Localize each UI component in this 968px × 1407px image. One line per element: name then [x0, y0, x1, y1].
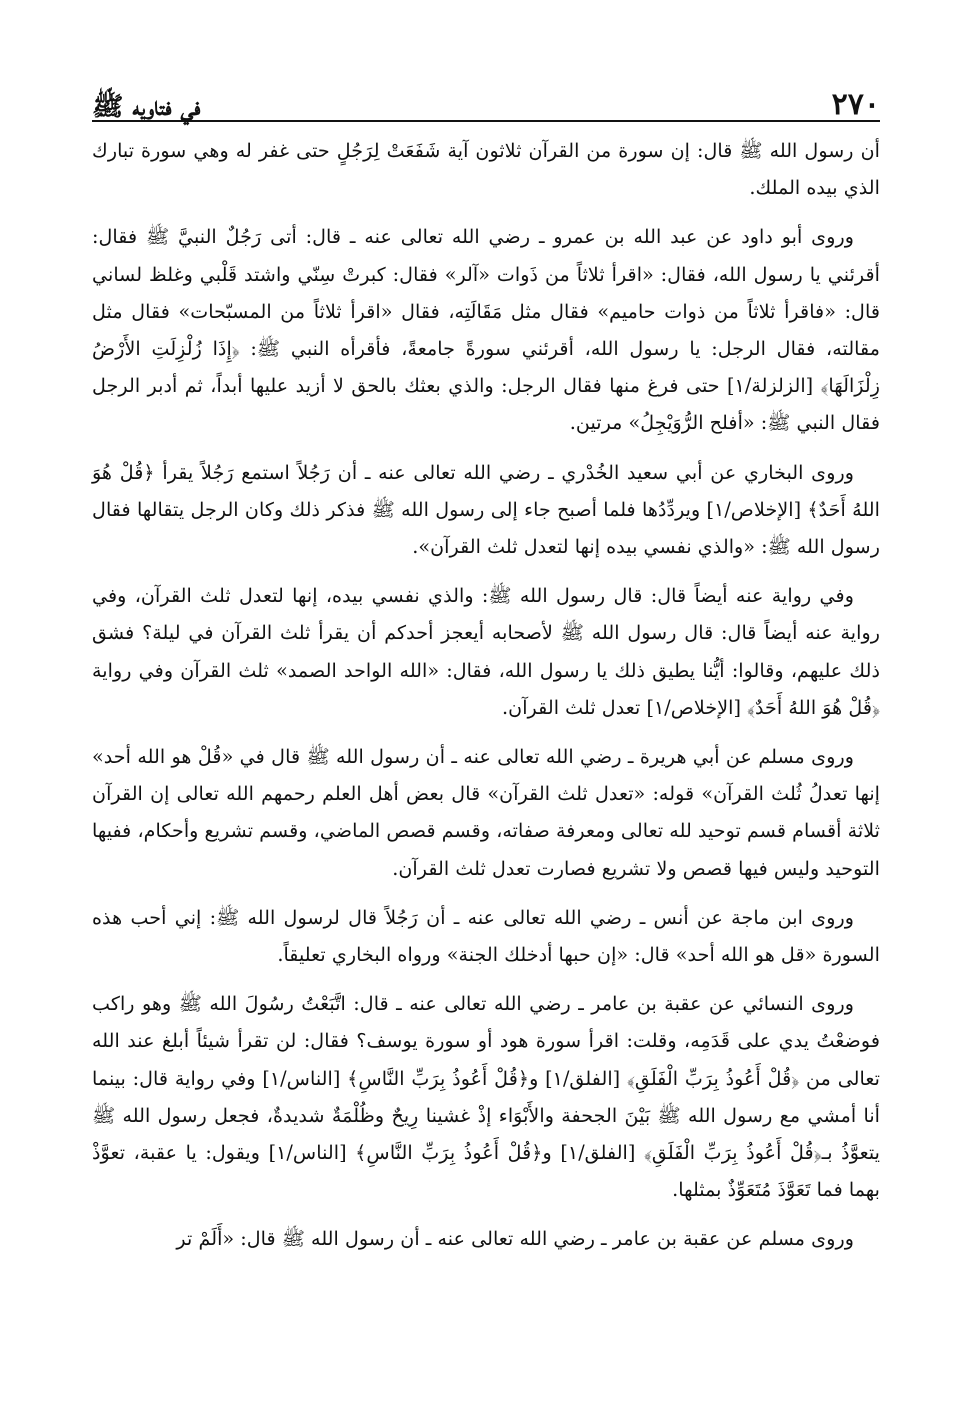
paragraph: وروى النسائي عن عقبة بن عامر ـ رضي الله تعالى عنه ـ قال: اتَّبَعْتُ رسُولَ الله ﷺ وهو راكب فوضعْتُ يدي على قَدَمِه، وقلت: اقرأ سورة هود أو سورة يوسف؟ فقال: لن تقرأ شيئاً أبلغ عند الله تعالى من ﴿قُلْ أَعُوذُ بِرَبِّ الْفَلَقِ﴾ [الفلق/١] و﴿قُلْ أَعُوذُ بِرَبِّ النَّاسِ﴾ [الناس/١] وفي رواية قال: بينما أنا أمشي مع رسول الله ﷺ بَيْنَ الجحفة والأَبْوَاء إذْ غشينا رِيحٌ وظُلْمَةٌ شديدةٌ، فجعل رسول الله ﷺ يتعوَّذُ بـ﴿قُلْ أَعُوذُ بِرَبِّ الْفَلَقِ﴾ [الفلق/١] و﴿قُلْ أَعُوذُ بِرَبِّ النَّاسِ﴾ [الناس/١] ويقول: يا عقبة، تعوَّذْ بهما فما تَعَوَّذَ مُتَعَوِّذٌ بمثلها.	[92, 992, 880, 1202]
paragraph: وفي رواية عنه أيضاً قال: قال رسول الله ﷺ: والذي نفسي بيده، إنها لتعدل ثلث القرآن، وفي رواية عنه أيضاً قال: قال رسول الله ﷺ لأصحابه أيعجز أحدكم أن يقرأ ثلث القرآن في ليلة؟ فشق ذلك عليهم، وقالوا: أيُّنا يطيق ذلك يا رسول الله، فقال: «الله الواحد الصمد» ثلث القرآن وفي رواية ﴿قُلْ هُوَ اللهُ أَحَدٌ﴾ [الإخلاص/١] تعدل ثلث القرآن.	[92, 584, 880, 719]
page-body	[92, 132, 880, 1258]
paragraph: وروى مسلم عن عقبة بن عامر ـ رضي الله تعالى عنه ـ أن رسول الله ﷺ قال: «أَلَمْ تر	[176, 1227, 854, 1251]
paragraph: وروى مسلم عن أبي هريرة ـ رضي الله تعالى عنه ـ أن رسول الله ﷺ قال في «قُلْ هو الله أحد» إنها تعدلُ ثُلث القرآن» قوله: «تعدل ثلث القرآن» قال بعض أهل العلم رحمهم الله تعالى إن القرآن ثلاثة أقسام قسم توحيد لله تعالى ومعرفة صفاته، وقسم قصص الماضي، وقسم تشريع وأحكام، ففيها التوحيد وليس فيها قصص ولا تشريع فصارت تعدل ثلث القرآن.	[92, 745, 880, 880]
paragraph: وروى البخاري عن أبي سعيد الخُدْري ـ رضي الله تعالى عنه ـ أن رَجُلاً استمع رَجُلاً يقرأ ﴿قُلْ هُوَ اللهُ أَحَدٌ﴾ [الإخلاص/١] ويردِّدُها فلما أصبح جاء إلى رسول الله ﷺ فذكر ذلك وكان الرجل يتقالها فقال رسول الله ﷺ: «والذي نفسي بيده إنها لتعدل ثلث القرآن».	[92, 460, 880, 559]
page-header	[92, 68, 880, 122]
running-title: في فتاويه ﷺ	[92, 92, 201, 122]
paragraph: أن رسول الله ﷺ قال: إن سورة من القرآن ثلاثون آية شَفَعَتْ لِرَجُلٍ حتى غفر له وهي سورة تبارك الذي بيده الملك.	[92, 139, 880, 200]
paragraph: وروى ابن ماجة عن أنس ـ رضي الله تعالى عنه ـ أن رَجُلاً قال لرسول الله ﷺ: إني أحب هذه السورة «قل هو الله أحد» قال: «إن حبها أدخلك الجنة» ورواه البخاري تعليقاً.	[92, 905, 880, 967]
paragraph: وروى أبو داود عن عبد الله بن عمرو ـ رضي الله تعالى عنه ـ قال: أتى رَجُلٌ النبيَّ ﷺ فقال: أقرئني يا رسول الله، فقال: «اقرأ ثلاثاً من ذَوات «آلر» فقال: كبرتْ سِنّي واشتد قَلْبي وغلظ لساني قال: «فاقرأ ثلاثاً من ذوات حاميم» فقال مثل مَقَالَتِه، فقال «اقرأ ثلاثاً من المسبّحات» فقال مثل مقالته، فقال الرجل: يا رسول الله، أقرئني سورةً جامعةً، فأقرأه النبي ﷺ: ﴿إِذَا زُلْزِلَتِ الأَرْضُ زِلْزَالَهَا﴾ [الزلزلة/١] حتى فرغ منها فقال الرجل: والذي بعثك بالحق لا أزيد عليها أبداً، ثم أدبر الرجل فقال النبي ﷺ: «أفلح الرُّوَيْجِلُ» مرتين.	[92, 225, 880, 435]
page-number: ٢٧٠	[831, 87, 880, 122]
